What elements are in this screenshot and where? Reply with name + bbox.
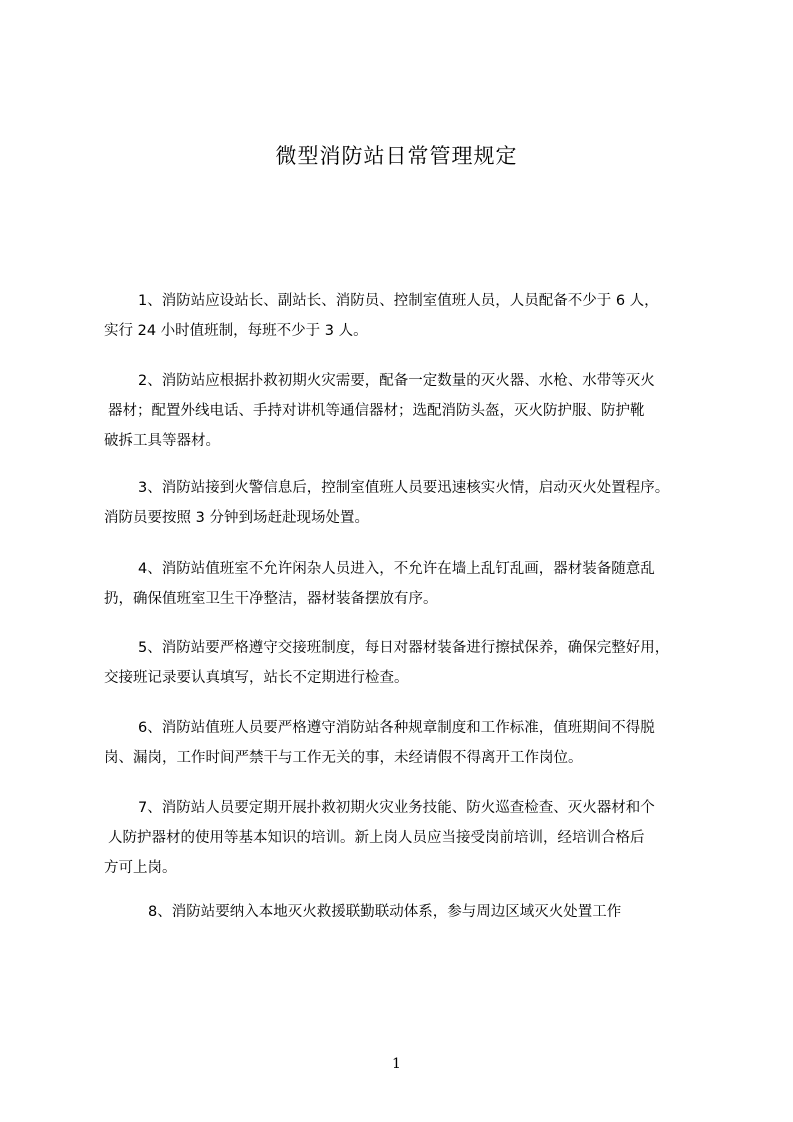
- clause-line: 7、消防站人员要定期开展扑救初期火灾业务技能、防火巡查检查、灭火器材和个: [138, 800, 655, 816]
- clause-line: 3、消防站接到火警信息后，控制室值班人员要迅速核实火情，启动灭火处置程序。: [138, 480, 670, 496]
- clause-line: 8、消防站要纳入本地灭火救援联勤联动体系，参与周边区域灭火处置工作: [148, 904, 622, 920]
- clause-line: 1、消防站应设站长、副站长、消防员、控制室值班人员，人员配备不少于 6 人，: [138, 293, 659, 309]
- clause-line: 岗、漏岗，工作时间严禁干与工作无关的事，未经请假不得离开工作岗位。: [104, 750, 583, 766]
- clause-2: [104, 366, 724, 456]
- clause-4: [104, 554, 724, 614]
- document-title: 微型消防站日常管理规定: [275, 144, 518, 168]
- clause-line: 方可上岗。: [104, 860, 177, 876]
- clause-1: [104, 286, 724, 346]
- clause-line: 2、消防站应根据扑救初期火灾需要，配备一定数量的灭火器、水枪、水带等灭火: [138, 373, 655, 389]
- clause-8: [104, 897, 724, 927]
- clause-line: 消防员要按照 3 分钟到场赶赴现场处置。: [104, 510, 369, 526]
- clause-7: [104, 793, 724, 883]
- clause-5: [104, 633, 724, 693]
- clause-line: 器材；配置外线电话、手持对讲机等通信器材；选配消防头盔，灭火防护服、防护靴: [108, 403, 645, 419]
- clause-line: 5、消防站要严格遵守交接班制度，每日对器材装备进行擦拭保养，确保完整好用，: [138, 640, 670, 656]
- clause-line: 6、消防站值班人员要严格遵守消防站各种规章制度和工作标准，值班期间不得脱: [138, 720, 655, 736]
- clause-3: [104, 473, 724, 533]
- clause-line: 交接班记录要认真填写，站长不定期进行检查。: [104, 670, 409, 686]
- clause-line: 实行 24 小时值班制，每班不少于 3 人。: [104, 323, 368, 339]
- clause-line: 扔，确保值班室卫生干净整洁，器材装备摆放有序。: [104, 591, 438, 607]
- clause-line: 人防护器材的使用等基本知识的培训。新上岗人员应当接受岗前培训，经培训合格后: [108, 830, 645, 846]
- clause-6: [104, 713, 724, 773]
- clause-line: 4、消防站值班室不允许闲杂人员进入，不允许在墙上乱钉乱画，器材装备随意乱: [138, 561, 655, 577]
- page-number: 1: [392, 1056, 401, 1072]
- clause-line: 破拆工具等器材。: [104, 433, 220, 449]
